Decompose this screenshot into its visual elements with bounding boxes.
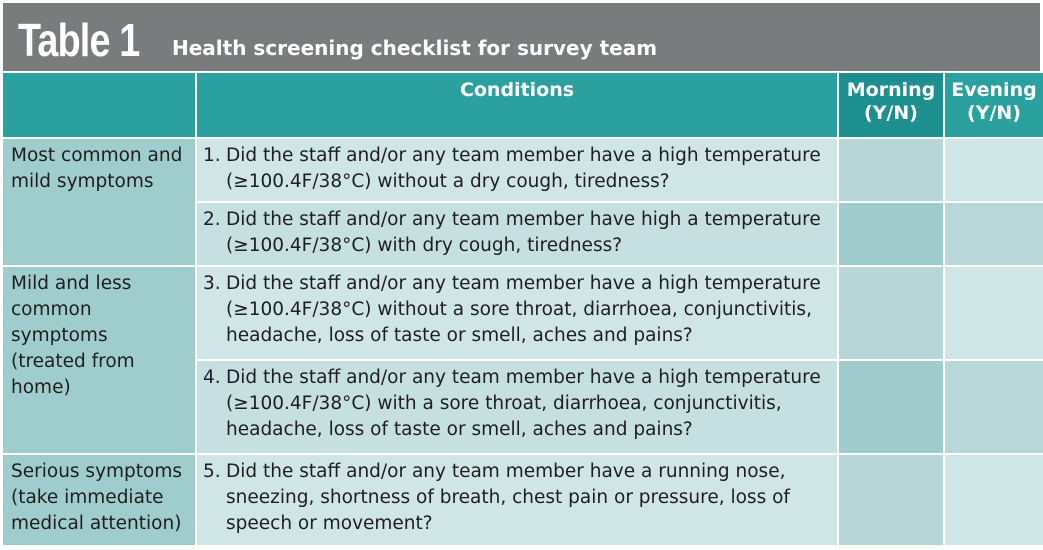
category-mild-less-common: Mild and less common symptoms (treated from home) [3, 267, 195, 453]
morning-answer-cell[interactable] [839, 203, 943, 265]
category-mild-common: Most common and mild symptoms [3, 139, 195, 265]
question-row [197, 455, 837, 545]
evening-answer-cell[interactable] [945, 139, 1043, 201]
header-evening [945, 73, 1043, 137]
evening-answer-cell[interactable] [945, 203, 1043, 265]
question-text: Did the staff and/or any team member have a high temperature (≥100.4F/38°C) without a dry cough, tiredness? [226, 145, 821, 192]
table-label: Table 1 [18, 14, 140, 66]
header-evening-yn: (Y/N) [967, 102, 1021, 124]
question-text: Did the staff and/or any team member have a high temperature (≥100.4F/38°C) with a sore throat, diarrhoea, conjunctivitis, headache, loss of taste or smell, aches and pains? [226, 367, 821, 440]
question-number: 3. [203, 273, 221, 294]
question-row [197, 203, 837, 265]
header-conditions: Conditions [197, 73, 837, 137]
question-row [197, 361, 837, 453]
morning-answer-cell[interactable] [839, 267, 943, 359]
header-evening-label: Evening [951, 79, 1037, 101]
evening-answer-cell[interactable] [945, 455, 1043, 545]
question-number: 1. [203, 145, 221, 166]
question-text: Did the staff and/or any team member have a high temperature (≥100.4F/38°C) without a sore throat, diarrhoea, conjunctivitis, headache, loss of taste or smell, aches and pains? [226, 273, 821, 346]
question-number: 5. [203, 461, 221, 482]
evening-answer-cell[interactable] [945, 361, 1043, 453]
question-number: 2. [203, 209, 221, 230]
question-row [197, 139, 837, 201]
header-morning-label: Morning [846, 79, 936, 101]
question-text: Did the staff and/or any team member have high a temperature (≥100.4F/38°C) with dry cough, tiredness? [226, 209, 821, 256]
morning-answer-cell[interactable] [839, 455, 943, 545]
evening-answer-cell[interactable] [945, 267, 1043, 359]
header-morning [839, 73, 943, 137]
morning-answer-cell[interactable] [839, 139, 943, 201]
header-category-cell [3, 73, 195, 137]
table-caption: Health screening checklist for survey team [172, 36, 658, 60]
morning-answer-cell[interactable] [839, 361, 943, 453]
question-text: Did the staff and/or any team member have a running nose, sneezing, shortness of breath, chest pain or pressure, loss of speech or movement? [226, 461, 790, 534]
question-row [197, 267, 837, 359]
question-number: 4. [203, 367, 221, 388]
title-bar [3, 3, 1040, 71]
header-morning-yn: (Y/N) [864, 102, 918, 124]
checklist-table [3, 73, 1043, 545]
category-serious: Serious symptoms (take immediate medical attention) [3, 455, 195, 545]
